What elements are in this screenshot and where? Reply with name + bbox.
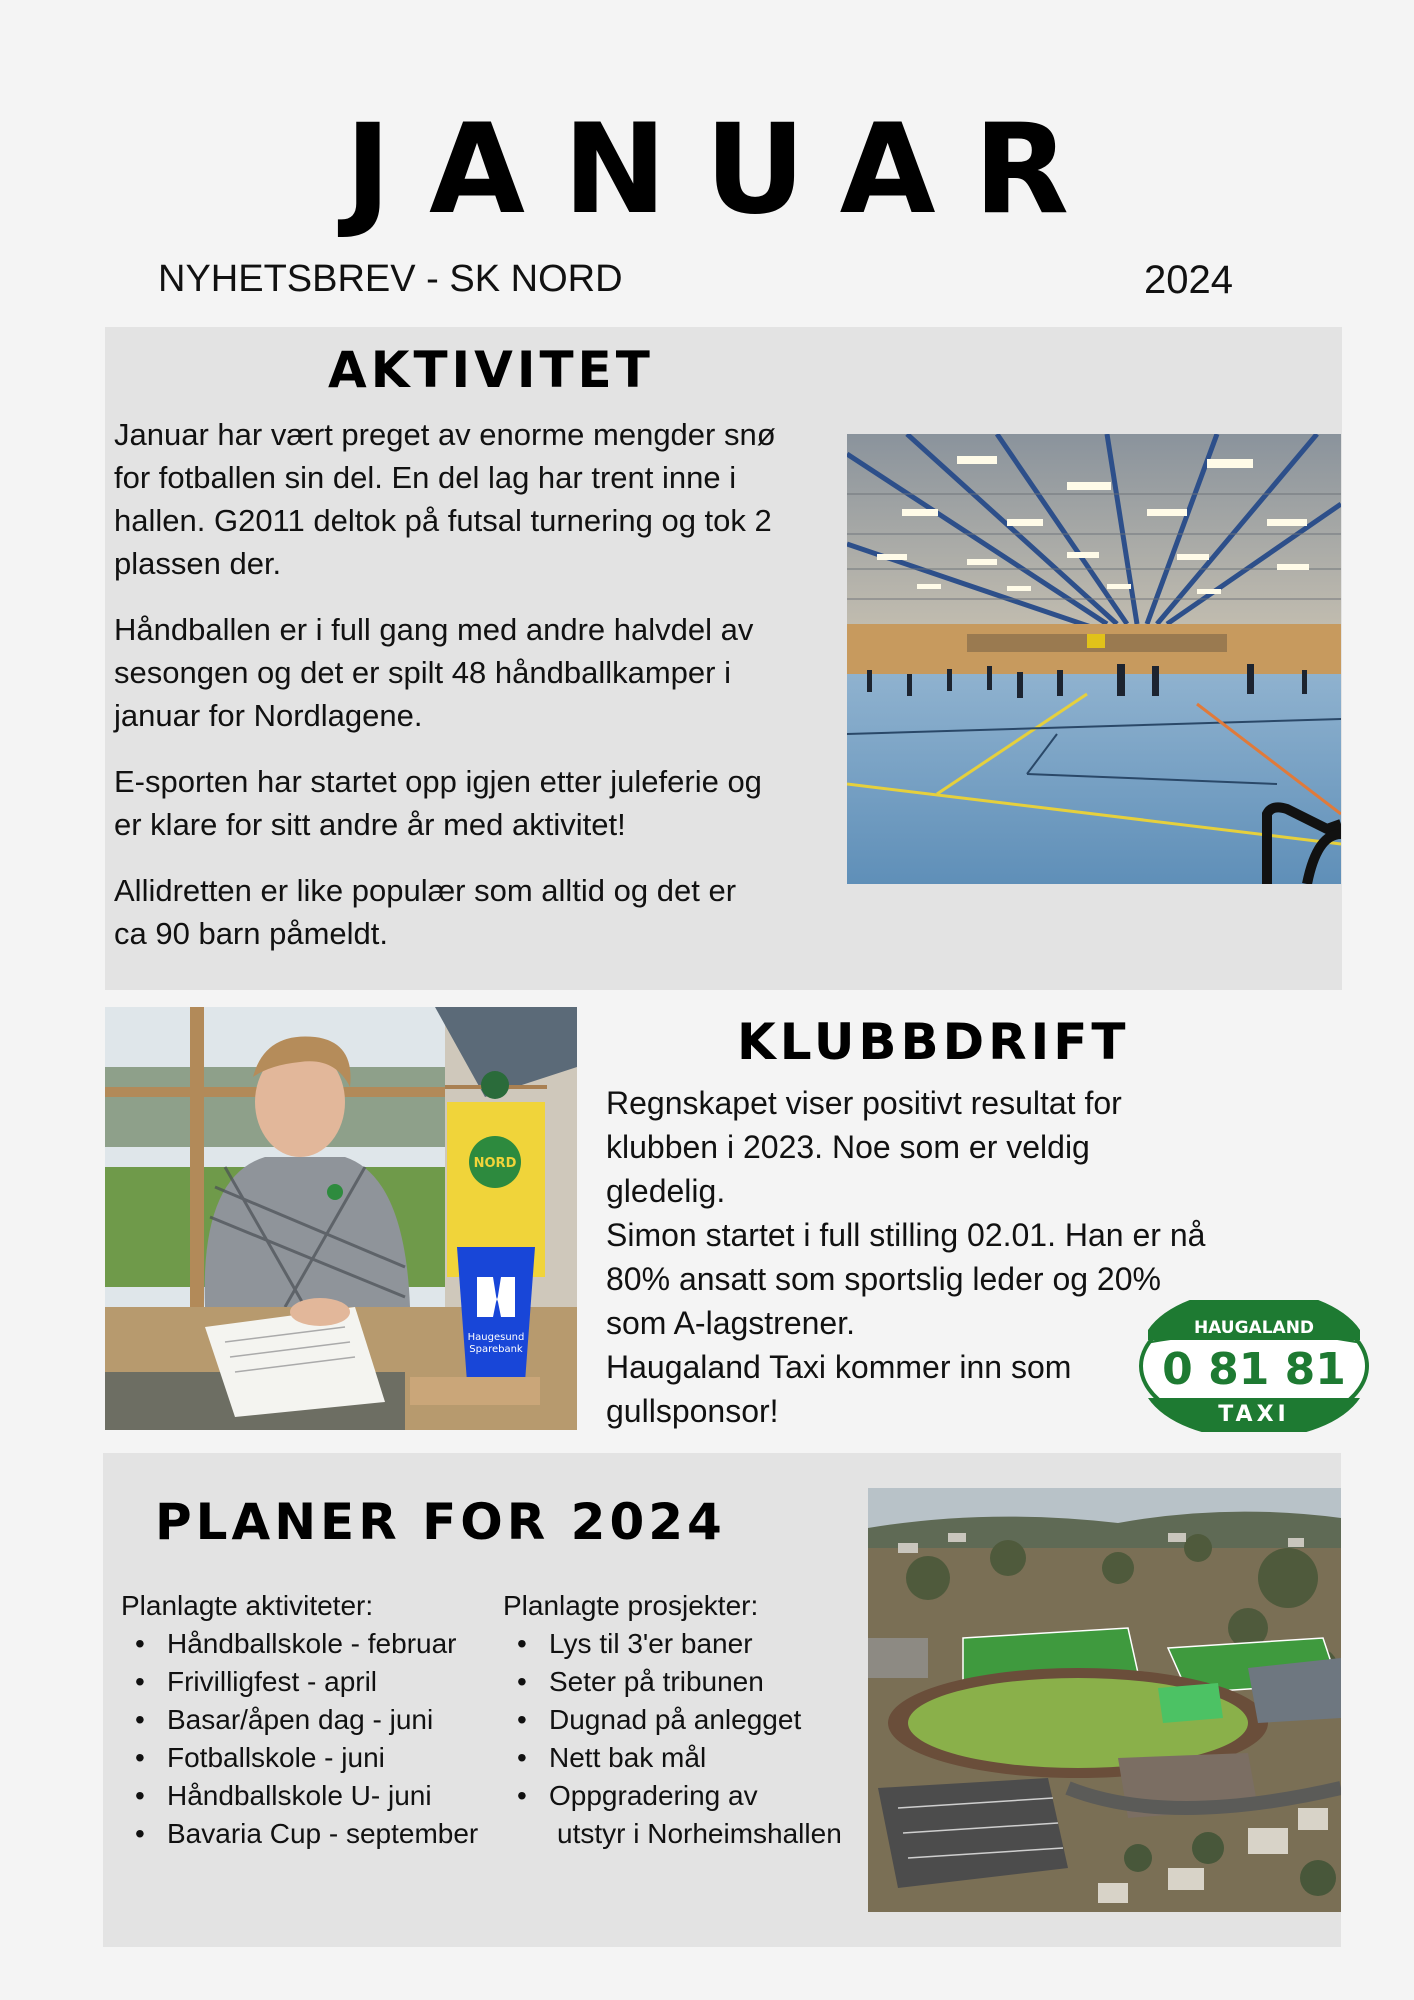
list-item: • Håndballskole - februar <box>121 1625 478 1663</box>
list-item: • Oppgradering av <box>503 1777 842 1815</box>
list-item: • Håndballskole U- juni <box>121 1777 478 1815</box>
planer-heading: PLANER FOR 2024 <box>155 1493 726 1551</box>
planned-projects <box>503 1587 842 1853</box>
klubbdrift-line: Regnskapet viser positivt resultat for <box>606 1085 1122 1121</box>
pennant-sponsor-text: Haugesund <box>467 1332 525 1343</box>
aktivitet-heading: AKTIVITET <box>328 341 654 399</box>
planned-activities <box>121 1587 478 1853</box>
sports-hall-photo <box>847 434 1341 884</box>
klubbdrift-line: som A-lagstrener. <box>606 1305 855 1341</box>
list-item: • Seter på tribunen <box>503 1663 842 1701</box>
activities-heading: Planlagte aktiviteter: <box>121 1590 374 1621</box>
aerial-facility-photo <box>868 1488 1341 1912</box>
newsletter-year: 2024 <box>1144 258 1233 302</box>
list-item: • Fotballskole - juni <box>121 1739 478 1777</box>
klubbdrift-line: gullsponsor! <box>606 1393 779 1429</box>
projects-list <box>503 1625 842 1815</box>
aktivitet-paragraph: Januar har vært preget av enorme mengder snø for fotballen sin del. En del lag har trent inne i hallen. G2011 deltok på futsal turnering og tok 2 plassen der. <box>114 417 776 581</box>
list-item: • Nett bak mål <box>503 1739 842 1777</box>
taxi-logo-bottom-text: TAXI <box>1218 1402 1290 1427</box>
page-title: JANUAR <box>344 98 1108 242</box>
aktivitet-paragraph: Allidretten er like populær som alltid og det er ca 90 barn påmeldt. <box>114 873 737 951</box>
haugaland-taxi-logo <box>1138 1300 1370 1432</box>
activities-list <box>121 1625 478 1853</box>
list-item: • Basar/åpen dag - juni <box>121 1701 478 1739</box>
aktivitet-paragraph: E-sporten har startet opp igjen etter juleferie og er klare for sitt andre år med aktivitet! <box>114 764 762 842</box>
klubbdrift-line: klubben i 2023. Noe som er veldig <box>606 1129 1090 1165</box>
klubbdrift-line: Simon startet i full stilling 02.01. Han er nå <box>606 1217 1206 1253</box>
aktivitet-paragraph: Håndballen er i full gang med andre halvdel av sesongen og det er spilt 48 håndballkamper i januar for Nordlagene. <box>114 612 754 733</box>
klubbdrift-line: Haugaland Taxi kommer inn som <box>606 1349 1072 1385</box>
list-item-continuation: utstyr i Norheimshallen <box>557 1818 842 1849</box>
list-item: • Lys til 3'er baner <box>503 1625 842 1663</box>
list-item: • Dugnad på anlegget <box>503 1701 842 1739</box>
projects-heading: Planlagte prosjekter: <box>503 1590 759 1621</box>
klubbdrift-line: 80% ansatt som sportslig leder og 20% <box>606 1261 1161 1297</box>
pennant-club-text: NORD <box>473 1156 517 1171</box>
taxi-logo-top-text: HAUGALAND <box>1193 1318 1315 1338</box>
list-item: • Bavaria Cup - september <box>121 1815 478 1853</box>
klubbdrift-line: gledelig. <box>606 1173 726 1209</box>
pennant-sponsor-text: Sparebank <box>469 1344 523 1355</box>
list-item: • Frivilligfest - april <box>121 1663 478 1701</box>
klubbdrift-heading: KLUBBDRIFT <box>737 1013 1130 1071</box>
contract-signing-photo <box>105 1007 577 1430</box>
newsletter-subtitle: NYHETSBREV - SK NORD <box>158 258 623 300</box>
aktivitet-body <box>114 413 849 978</box>
taxi-logo-number: 0 81 81 <box>1162 1344 1346 1395</box>
